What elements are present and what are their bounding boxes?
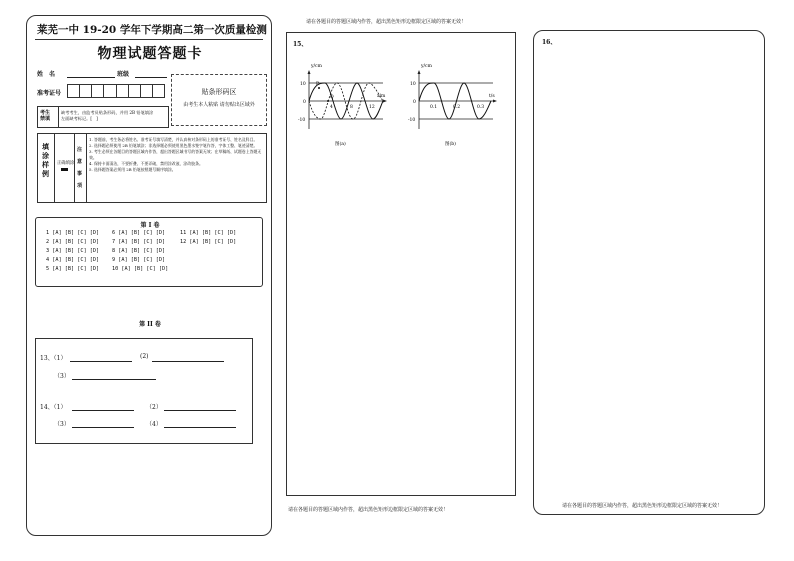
q13-label: 13、（1） <box>40 355 67 362</box>
fig-a-tick-y: 0 <box>303 100 306 105</box>
fig-a-tick-y: -10 <box>298 118 306 123</box>
mc-question[interactable]: 9 [A] [B] [C] [D] <box>112 257 166 263</box>
fig-b-tick-x: 0.2 <box>453 105 461 110</box>
note-item: 3. 考生必须在各题目的答题区域内作答，超出答题区域书写的答案无效；在草稿纸、试题卷上答题无效。 <box>89 149 262 160</box>
fig-b-tick-x: 0.3 <box>477 105 485 110</box>
q14-3-answer-line[interactable] <box>72 419 134 428</box>
answer-sheet-left-panel <box>26 15 272 536</box>
q15-figure-a <box>297 53 389 153</box>
mc-question[interactable]: 10 [A] [B] [C] [D] <box>112 266 169 272</box>
absent-text: 缺考考生，由监考员贴条形码，并用 2B 铅笔填涂 左面缺考标记。[ ] <box>61 110 154 121</box>
fig-b-tick-y: -10 <box>408 118 416 123</box>
mc-question[interactable]: 5 [A] [B] [C] [D] <box>46 266 100 272</box>
name-field[interactable] <box>67 69 115 78</box>
fig-a-tick-y: 10 <box>300 82 306 87</box>
title-rule <box>35 39 263 40</box>
fill-example-title: 填 涂 样 例 <box>42 142 49 178</box>
note-item: 5. 选择题答案必须用 2B 铅笔按照题号顺序填涂。 <box>89 167 176 172</box>
class-label: 班级 <box>117 71 130 78</box>
q15-answer-box[interactable] <box>286 32 516 496</box>
fill-example-box <box>37 133 267 203</box>
q16-label: 16、 <box>542 39 557 46</box>
mc-question[interactable]: 2 [A] [B] [C] [D] <box>46 239 100 245</box>
notes-list <box>89 137 263 173</box>
mc-question[interactable]: 12 [A] [B] [C] [D] <box>180 239 237 245</box>
part2-title: 第 II 卷 <box>139 321 161 328</box>
mc-question[interactable]: 11 [A] [B] [C] [D] <box>180 230 237 236</box>
fig-a-x-label: x/m <box>377 94 386 99</box>
fig-b-x-label: t/s <box>489 94 495 99</box>
school-title: 莱芜一中 19-20 学年下学期高二第一次质量检测 <box>37 24 267 36</box>
correct-fill-mark <box>61 168 68 171</box>
fig-a-y-label: y/cm <box>311 64 322 69</box>
point-q-label: Q <box>330 95 334 100</box>
mc-question[interactable]: 6 [A] [B] [C] [D] <box>112 230 166 236</box>
q14-label: 14、（1） <box>40 404 67 411</box>
exam-id-label: 准考证号 <box>37 90 62 97</box>
q14-3-label: （3） <box>54 421 70 428</box>
fig-b-tick-x: 0.1 <box>430 105 438 110</box>
part1-box <box>35 217 263 287</box>
q15-figure-b <box>407 53 499 153</box>
main-title: 物理试题答题卡 <box>97 46 203 62</box>
q13-1-answer-line[interactable] <box>70 353 132 362</box>
q14-1-answer-line[interactable] <box>72 402 134 411</box>
fig-a-caption: 图(a) <box>335 142 346 147</box>
absent-row <box>37 106 169 128</box>
mc-question[interactable]: 3 [A] [B] [C] [D] <box>46 248 100 254</box>
fig-a-tick-x: 8 <box>350 105 353 110</box>
q13-2-label: (2) <box>140 353 149 360</box>
notice-bottom-right: 请在各题目的答题区域内作答，超出黑色矩形边框限定区域的答案无效！ <box>562 503 723 509</box>
q13-2-answer-line[interactable] <box>152 353 224 362</box>
barcode-note: 由考生本人粘贴 请勿贴出区域外 <box>183 102 255 108</box>
fig-b-tick-y: 10 <box>410 82 416 87</box>
exam-id-boxes[interactable] <box>67 84 165 98</box>
q14-4-answer-line[interactable] <box>164 419 236 428</box>
fig-b-caption: 图(b) <box>445 142 456 147</box>
q13-3-label: （3） <box>54 373 70 380</box>
notes-label: 注 意 事 项 <box>77 147 83 189</box>
barcode-title: 贴条形码区 <box>201 88 237 96</box>
q14-2-label: （2） <box>146 404 162 411</box>
point-p-label: P <box>316 82 320 87</box>
q15-label: 15、 <box>293 41 308 48</box>
fig-b-tick-y: 0 <box>413 100 416 105</box>
part2-box <box>35 338 253 444</box>
name-label: 姓 名 <box>37 71 56 78</box>
notice-top: 请在各题目的答题区域内作答，超出黑色矩形边框限定区域的答案无效！ <box>306 19 467 25</box>
note-item: 2. 选择题必须使用 2B 铅笔填涂；非选择题必须使用黑色墨水签字笔作答，字体工整、笔迹清楚。 <box>89 143 258 148</box>
correct-fill-label: 正确填涂 <box>57 161 75 166</box>
mc-question[interactable]: 7 [A] [B] [C] [D] <box>112 239 166 245</box>
absent-label: 考生 禁填 <box>40 110 51 122</box>
mc-question[interactable]: 1 [A] [B] [C] [D] <box>46 230 100 236</box>
mc-question[interactable]: 4 [A] [B] [C] [D] <box>46 257 100 263</box>
q14-2-answer-line[interactable] <box>164 402 236 411</box>
note-item: 4. 保持卡面清洁，不要折叠、不要弄破，禁用涂改液、涂改胶条。 <box>89 161 203 166</box>
barcode-area <box>171 74 267 126</box>
part1-title: 第 I 卷 <box>140 222 160 229</box>
q16-answer-box[interactable] <box>533 30 765 515</box>
class-field[interactable] <box>135 69 167 78</box>
q14-4-label: （4） <box>146 421 162 428</box>
q13-3-answer-line[interactable] <box>72 371 156 380</box>
notice-bottom-mid: 请在各题目的答题区域内作答，超出黑色矩形边框限定区域的答案无效！ <box>288 507 449 513</box>
fig-b-y-label: y/cm <box>421 64 432 69</box>
fig-a-tick-x: 12 <box>369 105 375 110</box>
note-item: 1. 答题前，考生务必将姓名、准考证号填写清楚，并认真核对条形码上的准考证号、姓名及科目。 <box>89 137 258 142</box>
mc-question[interactable]: 8 [A] [B] [C] [D] <box>112 248 166 254</box>
fig-a-tick-x: 4 <box>330 105 333 110</box>
